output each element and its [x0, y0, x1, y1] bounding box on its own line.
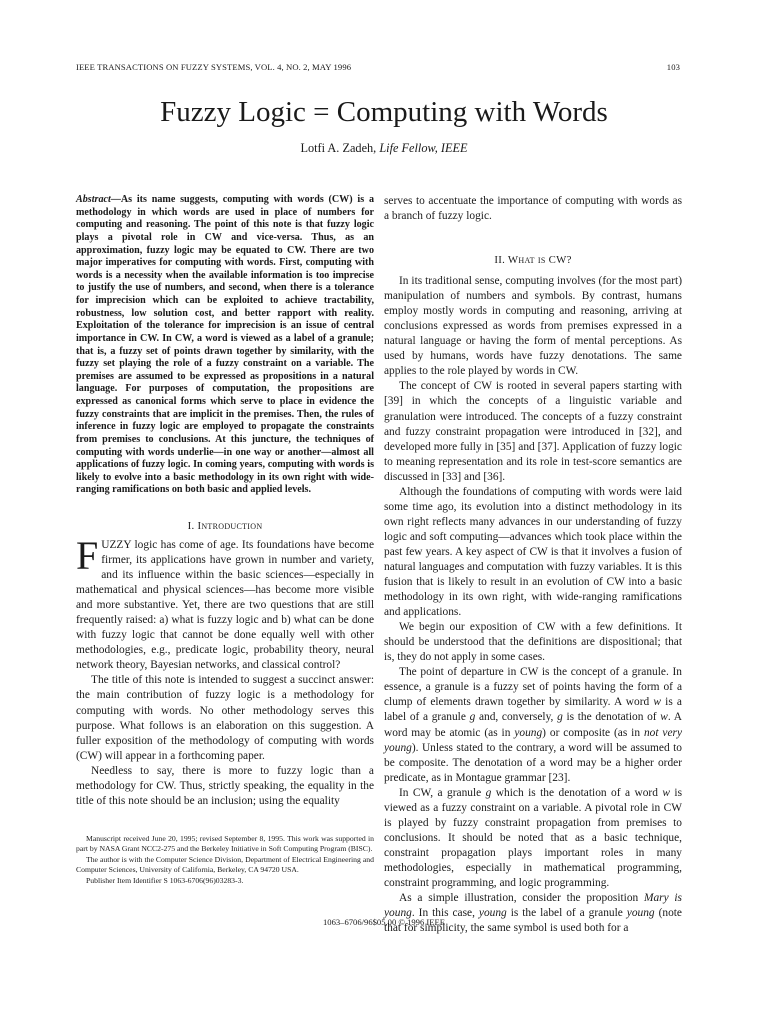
right-column: [384, 194, 682, 936]
intro-paragraph-3: Needless to say, there is more to fuzzy logic than a methodology for CW. Thus, strictly speaking, the equality in the title of this note should be an inclusion; using the equality: [76, 764, 374, 807]
intro-paragraph-1: FUZZY logic has come of age. Its foundations have become firmer, its applications have grown in number and variety, and its influence within the basic sciences—especially in mathematical and physical sciences—has become more visible and more substantive. Yet, there are two questions that are still frequently raised: a) what is fuzzy logic and b) what can be done with fuzzy logic that cannot be done equally well with other methodologies, e.g., predicate logic, probability theory, neural network theory, Bayesian networks, and classical control?: [76, 533, 374, 672]
abstract: [76, 194, 374, 497]
abstract-text: —As its name suggests, computing with words (CW) is a methodology in which words are used in place of numbers for computing and reasoning. The point of this note is that fuzzy logic plays a pivotal role in CW and vice-versa. Thus, as an approximation, fuzzy logic may be equated to CW. There are two major imperatives for computing with words. First, computing with words is a necessity when the available information is too imprecise to justify the use of numbers, and second, when there is a tolerance for imprecision which can be exploited to achieve tractability, robustness, low solution cost, and better rapport with reality. Exploitation of the tolerance for imprecision is an issue of central importance in CW. In CW, a word is viewed as a label of a granule; that is, a fuzzy set of points drawn together by similarity, with the fuzzy set playing the role of a fuzzy constraint on a variable. The premises are assumed to be expressed as propositions in a natural language. For purposes of computation, the propositions are expressed as canonical forms which serve to place in evidence the fuzzy constraints that are implicit in the premises. Then, the rules of inference in fuzzy logic are employed to propagate the constraints from premises to conclusions. At this juncture, the techniques of computing with words underlie—in one way or another—almost all applications of fuzzy logic. In coming years, computing with words is likely to evolve into a basic methodology in its own right with wide-ranging ramifications on both basic and applied levels.: [76, 194, 374, 496]
author-affiliation: Life Fellow, IEEE: [379, 141, 468, 155]
journal-header: IEEE TRANSACTIONS ON FUZZY SYSTEMS, VOL. 4, NO. 2, MAY 1996: [76, 62, 352, 72]
left-column: [76, 194, 374, 809]
section-heading-introduction: I. Introduction: [187, 520, 263, 532]
page-number: 103: [666, 62, 680, 72]
section-heading-what-is-cw: II. What is CW?: [494, 254, 572, 267]
cw-paragraph-3: Although the foundations of computing with words were laid some time ago, its evolution into a distinct methodology in its own right reflects many advances in our understanding of fuzzy logic and soft computing—advances which took place within the past few years. A key aspect of CW is that it involves a fusion of natural languages and computation with fuzzy variables. It is this fusion that is likely to result in an evolution of CW into a basic methodology in its own right, with wide-ranging ramifications and applications.: [384, 485, 682, 619]
author-line: [0, 141, 768, 156]
footnote-publisher-id: Publisher Item Identifier S 1063-6706(96)03283-3.: [86, 875, 244, 885]
copyright-line: 1063–6706/96$05.00 © 1996 IEEE: [322, 917, 446, 927]
intro-paragraph-2: The title of this note is intended to suggest a succinct answer: the main contribution of fuzzy logic is a methodology for computing with words. No other methodology serves this purpose. What follows is an elaboration on this suggestion. A fuller exposition of the methodology of computing with words (CW) will appear in a forthcoming paper.: [76, 674, 374, 762]
paper-title: Fuzzy Logic = Computing with Words: [160, 96, 608, 128]
cw-paragraph-6: In CW, a granule g which is the denotation of a word w is viewed as a fuzzy constraint on a variable. A pivotal role in CW is played by fuzzy constraint propagation from premises to conclusions. It should be noted that as a basic technique, constraint propagation plays important roles in many methodologies, especially in mathematical programming, constraint programming, and logic programming.: [384, 786, 682, 889]
cw-paragraph-2: The concept of CW is rooted in several papers starting with [39] in which the concepts of a linguistic variable and granulation were introduced. The concepts of a fuzzy constraint and fuzzy constraint propagation were introduced in [32], and developed more fully in [35] and [37]. Application of fuzzy logic to meaning representation and its role in test-score semantics are discussed in [33] and [36].: [384, 380, 682, 483]
cw-paragraph-4: We begin our exposition of CW with a few definitions. It should be understood that the definitions are dispositional; that is, they do not apply in some cases.: [384, 621, 682, 664]
footnote-author: The author is with the Computer Science Division, Department of Electrical Engineering and Computer Sciences, University of California, Berkeley, CA 94720 USA.: [76, 854, 374, 875]
running-head: [76, 62, 680, 72]
author-name: Lotfi A. Zadeh,: [300, 141, 377, 155]
drop-cap: F: [76, 533, 99, 578]
abstract-label: Abstract: [76, 194, 111, 205]
footnote-manuscript: Manuscript received June 20, 1995; revised September 8, 1995. This work was supported in part by NASA Grant NCC2-275 and the Berkeley Initiative in Soft Computing Program (BISC).: [76, 834, 374, 854]
continued-paragraph: serves to accentuate the importance of computing with words as a branch of fuzzy logic.: [384, 195, 682, 223]
cw-paragraph-7: As a simple illustration, consider the proposition Mary is young. In this case, young is the label of a granule young (note that for simplicity, the same symbol is used both for a: [384, 892, 682, 935]
cw-paragraph-1: In its traditional sense, computing involves (for the most part) manipulation of numbers and symbols. By contrast, humans employ mostly words in computing and reasoning, arriving at conclusions expressed as words from premises expressed in a natural language or having the form of mental perceptions. As used by humans, words have fuzzy denotations. The same applies to the role played by words in CW.: [384, 275, 682, 378]
footnotes: [76, 834, 374, 886]
cw-paragraph-5: The point of departure in CW is the concept of a granule. In essence, a granule is a fuzzy set of points having the form of a clump of elements drawn together by similarity. A word w is a label of a granule g and, conversely, g is the denotation of w. A word may be atomic (as in young) or composite (as in not very young). Unless stated to the contrary, a word will be assumed to be composite. The denotation of a word may be a higher order predicate, as in Montague grammar [23].: [384, 666, 683, 784]
